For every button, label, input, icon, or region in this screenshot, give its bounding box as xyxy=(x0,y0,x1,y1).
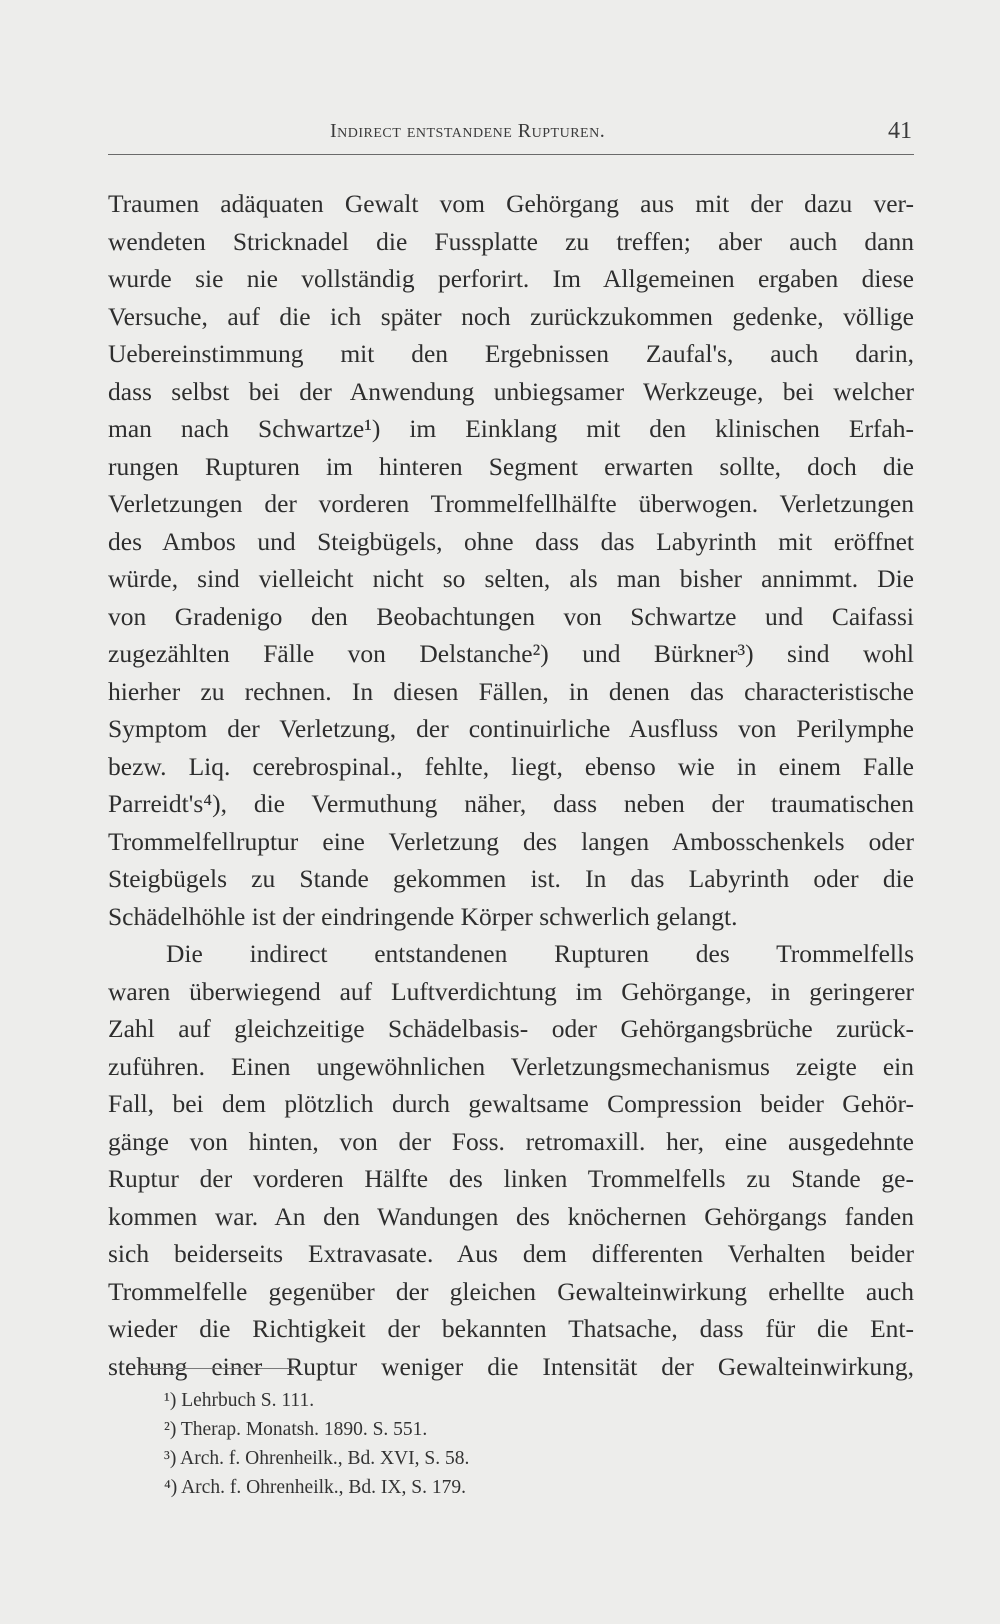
text-line: Fall, bei dem plötzlich durch gewaltsame Compression beider Gehör- xyxy=(108,1089,914,1118)
text-line: waren überwiegend auf Luftverdichtung im Gehörgange, in geringerer xyxy=(108,976,914,1006)
running-head-title: Indirect entstandene Rupturen. xyxy=(330,120,606,142)
text-line: von Gradenigo den Beobachtungen von Schwartze und Caifassi xyxy=(108,601,914,631)
text-line: hierher zu rechnen. In diesen Fällen, in denen das characteristische xyxy=(108,676,914,706)
text-line: Symptom der Verletzung, der continuirliche Ausfluss von Perilymphe xyxy=(108,714,914,743)
text-line: kommen war. An den Wandungen des knöchernen Gehörgangs fanden xyxy=(108,1201,914,1231)
text-line: sich beiderseits Extravasate. Aus dem differenten Verhalten beider xyxy=(108,1239,914,1268)
footnote: ⁴) Arch. f. Ohrenheilk., Bd. IX, S. 179. xyxy=(164,1477,466,1498)
text-line: Trommelfellruptur eine Verletzung des langen Ambosschenkels oder xyxy=(108,826,914,856)
text-line: bezw. Liq. cerebrospinal., fehlte, liegt, ebenso wie in einem Falle xyxy=(108,751,914,781)
text-line: Uebereinstimmung mit den Ergebnissen Zaufal's, auch darin, xyxy=(108,339,914,368)
footnote-divider xyxy=(140,1368,294,1369)
body-text xyxy=(108,185,914,1385)
footnote: ³) Arch. f. Ohrenheilk., Bd. XVI, S. 58. xyxy=(164,1448,470,1469)
text-line: zuführen. Einen ungewöhnlichen Verletzungsmechanismus zeigte ein xyxy=(108,1051,914,1081)
text-line: Die indirect entstandenen Rupturen des Trommelfells xyxy=(166,939,914,968)
text-line: dass selbst bei der Anwendung unbiegsamer Werkzeuge, bei welcher xyxy=(108,376,914,406)
text-line: Parreidt's⁴), die Vermuthung näher, dass neben der traumatischen xyxy=(108,789,914,818)
footnote: ²) Therap. Monatsh. 1890. S. 551. xyxy=(164,1419,428,1440)
text-line: Trommelfelle gegenüber der gleichen Gewalteinwirkung erhellte auch xyxy=(108,1276,914,1306)
text-line: stehung einer Ruptur weniger die Intensität der Gewalteinwirkung, xyxy=(108,1351,914,1381)
footnotes xyxy=(164,1386,864,1502)
text-line: Traumen adäquaten Gewalt vom Gehörgang aus mit der dazu ver- xyxy=(108,189,914,218)
text-line: Versuche, auf die ich später noch zurückzukommen gedenke, völlige xyxy=(108,301,914,331)
text-line: Schädelhöhle ist der eindringende Körper schwerlich gelangt. xyxy=(108,901,738,931)
text-line: Verletzungen der vorderen Trommelfellhälfte überwogen. Verletzungen xyxy=(108,489,914,518)
text-line: wendeten Stricknadel die Fussplatte zu treffen; aber auch dann xyxy=(108,226,914,256)
text-line: wieder die Richtigkeit der bekannten Thatsache, dass für die Ent- xyxy=(108,1314,914,1343)
page-number: 41 xyxy=(888,118,912,144)
text-line: wurde sie nie vollständig perforirt. Im Allgemeinen ergaben diese xyxy=(108,264,914,293)
text-line: würde, sind vielleicht nicht so selten, als man bisher annimmt. Die xyxy=(108,564,914,593)
text-line: Zahl auf gleichzeitige Schädelbasis- oder Gehörgangsbrüche zurück- xyxy=(108,1014,914,1043)
text-line: zugezählten Fälle von Delstanche²) und Bürkner³) sind wohl xyxy=(108,639,914,668)
running-head xyxy=(108,118,914,155)
text-line: man nach Schwartze¹) im Einklang mit den klinischen Erfah- xyxy=(108,414,914,443)
text-line: gänge von hinten, von der Foss. retromaxill. her, eine ausgedehnte xyxy=(108,1126,914,1156)
text-line: des Ambos und Steigbügels, ohne dass das Labyrinth mit eröffnet xyxy=(108,526,914,556)
text-line: rungen Rupturen im hinteren Segment erwarten sollte, doch die xyxy=(108,451,914,481)
footnote: ¹) Lehrbuch S. 111. xyxy=(164,1390,315,1411)
text-line: Steigbügels zu Stande gekommen ist. In das Labyrinth oder die xyxy=(108,864,914,893)
text-line: Ruptur der vorderen Hälfte des linken Trommelfells zu Stande ge- xyxy=(108,1164,914,1193)
